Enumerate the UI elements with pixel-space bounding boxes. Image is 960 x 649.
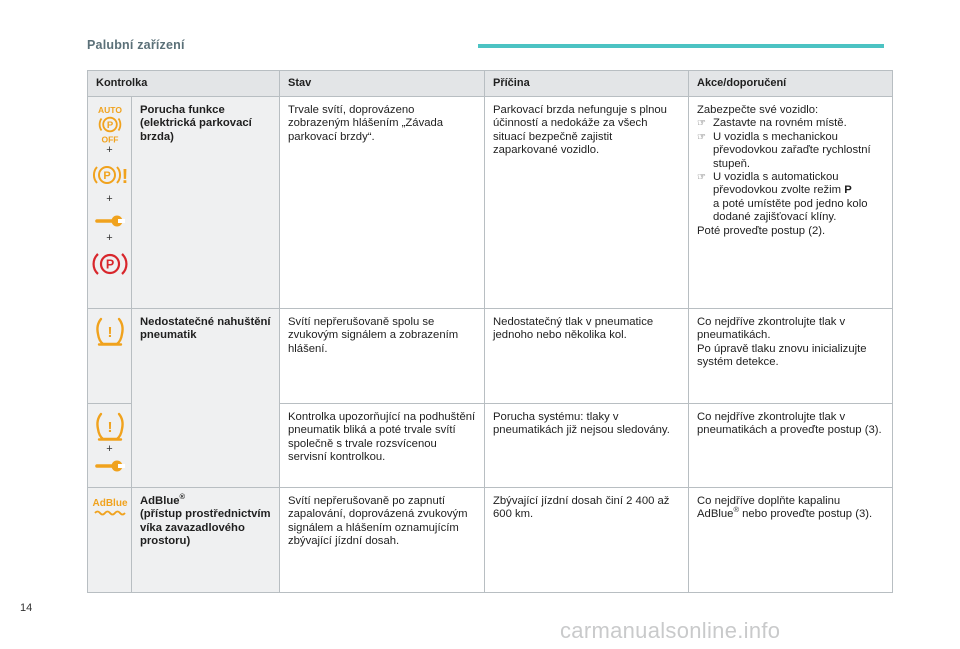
warning-name: Nedostatečné nahuštění pneumatik bbox=[132, 309, 280, 488]
akce-outro: Poté proveďte postup (2). bbox=[697, 224, 826, 237]
akce-intro: Zabezpečte své vozidlo: bbox=[697, 104, 819, 116]
icon-cell bbox=[88, 404, 132, 488]
column-header-akce: Akce/doporučení bbox=[689, 71, 893, 97]
warning-lights-table bbox=[87, 70, 893, 593]
icon-cell bbox=[88, 488, 132, 593]
icon-cell bbox=[88, 309, 132, 404]
pricina-cell: Nedostatečný tlak v pneumatice jednoho nebo několika kol. bbox=[485, 309, 689, 404]
svg-text:!: ! bbox=[121, 166, 128, 188]
column-header-kontrolka: Kontrolka bbox=[88, 71, 280, 97]
page-number: 14 bbox=[20, 602, 33, 614]
svg-text:P: P bbox=[105, 257, 114, 272]
table-row bbox=[88, 97, 893, 309]
svg-text:AdBlue: AdBlue bbox=[92, 498, 127, 509]
svg-text:OFF: OFF bbox=[101, 134, 118, 144]
akce-cell: Co nejdříve doplňte kapalinu AdBlue® nebo proveďte postup (3). bbox=[689, 488, 893, 593]
pricina-cell: Zbývající jízdní dosah činí 2 400 až 600 km. bbox=[485, 488, 689, 593]
table-row bbox=[88, 488, 893, 593]
column-header-stav: Stav bbox=[280, 71, 485, 97]
stav-cell: Svítí nepřerušovaně po zapnutí zapalování, doprovázená zvukovým signálem a hlášením oznamujícím zbývající jízdní dosah. bbox=[280, 488, 485, 593]
pricina-cell: Parkovací brzda nefunguje s plnou účinností a nedokáže za všech situací bezpečně zajistit zaparkované vozidlo. bbox=[485, 97, 689, 309]
watermark: carmanualsonline.info bbox=[560, 618, 781, 643]
warning-name: Porucha funkce (elektrická parkovací brzda) bbox=[132, 97, 280, 309]
svg-text:AUTO: AUTO bbox=[97, 105, 122, 115]
stav-cell: Kontrolka upozorňující na podhuštění pneumatik bliká a poté trvale svítí společně s trvale rozsvícenou servisní kontrolkou. bbox=[280, 404, 485, 488]
service-wrench-icon bbox=[93, 210, 127, 228]
list-item: ☞ Zastavte na rovném místě. bbox=[697, 117, 847, 130]
akce-cell bbox=[689, 97, 893, 309]
adblue-icon bbox=[90, 495, 130, 519]
warning-name: AdBlue® (přístup prostřednictvím víka zavazadlového prostoru) bbox=[132, 488, 280, 593]
svg-text:!: ! bbox=[107, 324, 112, 341]
akce-cell: Co nejdříve zkontrolujte tlak v pneumatikách. Po úpravě tlaku znovu inicializujte systém detekce. bbox=[689, 309, 893, 404]
tyre-pressure-icon bbox=[93, 411, 127, 443]
akce-steps bbox=[697, 117, 884, 224]
brake-red-warning-icon bbox=[92, 249, 128, 279]
parking-brake-auto-off-icon bbox=[93, 104, 127, 144]
stav-cell: Trvale svítí, doprovázeno zobrazeným hlášením „Závada parkovací brzdy“. bbox=[280, 97, 485, 309]
table-header-row bbox=[88, 71, 893, 97]
service-wrench-icon bbox=[93, 456, 127, 474]
svg-text:P: P bbox=[102, 170, 111, 182]
svg-text:!: ! bbox=[107, 419, 112, 436]
pricina-cell: Porucha systému: tlaky v pneumatikách již nejsou sledovány. bbox=[485, 404, 689, 488]
icon-cell bbox=[88, 97, 132, 309]
list-item: ☞ U vozidla s automatickou převodovkou zvolte režim P a poté umístěte pod jedno kolo dodané zajišťovací klíny. bbox=[697, 171, 868, 224]
plus-sign: + bbox=[106, 232, 113, 244]
list-item: ☞ U vozidla s mechanickou převodovkou zařaďte rychlostní stupeň. bbox=[697, 130, 871, 170]
plus-sign: + bbox=[106, 144, 113, 156]
svg-text:P: P bbox=[106, 120, 113, 131]
tyre-pressure-icon bbox=[93, 316, 127, 348]
column-header-pricina: Příčina bbox=[485, 71, 689, 97]
section-title: Palubní zařízení bbox=[87, 38, 185, 52]
header-accent-bar bbox=[478, 44, 884, 48]
stav-cell: Svítí nepřerušovaně spolu se zvukovým signálem a zobrazením hlášení. bbox=[280, 309, 485, 404]
plus-sign: + bbox=[106, 193, 113, 205]
plus-sign: + bbox=[106, 443, 113, 455]
table-row bbox=[88, 309, 893, 404]
akce-cell: Co nejdříve zkontrolujte tlak v pneumatikách a proveďte postup (3). bbox=[689, 404, 893, 488]
parking-brake-warning-icon bbox=[90, 161, 130, 189]
